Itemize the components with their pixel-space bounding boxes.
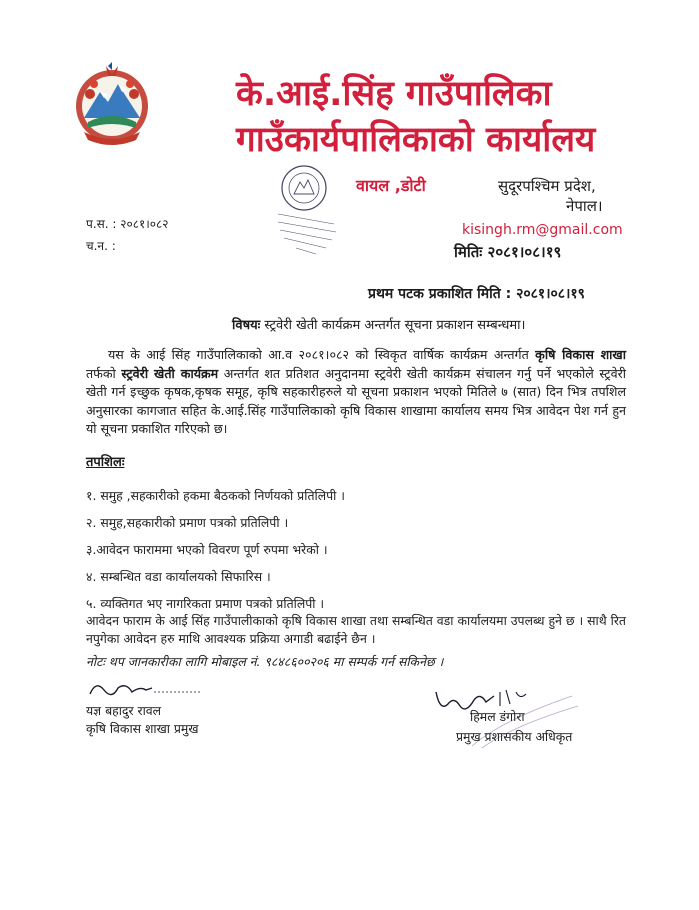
- body-bold-1: कृषि विकास शाखा: [535, 347, 626, 362]
- contact-note: नोटः थप जानकारीका लागि मोबाइल नं. ९८४८६००२०६ मा सम्पर्क गर्न सकिनेछ ।: [86, 654, 444, 669]
- list-item: ४. सम्बन्धित वडा कार्यालयको सिफारिस ।: [86, 569, 271, 584]
- office-seal-stamp: [270, 160, 356, 260]
- first-published-date: प्रथम पटक प्रकाशित मिति : २०८१।०८।१९: [368, 286, 585, 302]
- subject-label: विषयः: [232, 318, 261, 333]
- list-item: १. समुह ,सहकारीको हकमा बैठकको निर्णयको प्रतिलिपी ।: [86, 488, 345, 503]
- reference-number: प.स. : २०८१।०८२: [86, 217, 169, 231]
- email-text: kisingh.rm@gmail.com: [462, 222, 623, 238]
- country-text: नेपाल।: [566, 197, 603, 215]
- right-signatory-name: हिमल डंगोरा: [470, 709, 525, 724]
- province-text: सुदूरपश्चिम प्रदेश,: [498, 177, 596, 195]
- details-heading: तपशिलः: [86, 455, 125, 470]
- body-part-2: तर्फको: [86, 365, 122, 381]
- office-title: गाउँकार्यपालिकाको कार्यालय: [236, 120, 596, 160]
- nepal-emblem-logo: [74, 62, 150, 146]
- body-bold-2: स्ट्रवेरी खेती कार्यक्रम: [121, 365, 219, 381]
- location-text: वायल ,डोटी: [356, 176, 426, 195]
- closing-paragraph: आवेदन फाराम के आई सिंह गाउँपालीकाको कृषि विकास शाखा तथा सम्बन्धित वडा कार्यालयमा उपलब्ध हुने छ । साथै रित नपुगेका आवेदन हरु माथि आवश्यक प्रक्रिया अगाडी बढाईने छैन ।: [86, 613, 626, 646]
- dispatch-number: च.न. :: [86, 239, 116, 253]
- subject-line: [232, 315, 525, 333]
- right-signatory-title: प्रमुख प्रशासकीय अधिकृत: [456, 729, 573, 744]
- body-part-3: अन्तर्गत शत प्रतिशत अनुदानमा स्ट्रवेरी खेती कार्यक्रम संचालन गर्नु पर्ने भएकोले स्ट्रवेरी खेती गर्न इच्छुक कृषक,कृषक समूह, कृषि सहकारीहरुले यो सूचना प्रकाशन भएको मितिले ७ (सात) दिन भित्र तपशिल अनुसारका कागजात सहित के.आई.सिंह गाउँपालिकाको कृषि विकास शाखामा कार्यालय समय भित्र आवेदन पेश गर्न हुन यो सूचना प्रकाशित गरिएको छ।: [86, 365, 626, 436]
- subject-text: स्ट्रवेरी खेती कार्यक्रम अन्तर्गत सूचना प्रकाशन सम्बन्धमा।: [260, 318, 526, 333]
- left-signatory-title: कृषि विकास शाखा प्रमुख: [86, 721, 199, 736]
- list-item: २. समुह,सहकारीको प्रमाण पत्रको प्रतिलिपी ।: [86, 515, 289, 530]
- list-item: ५. व्यक्तिगत भए नागरिकता प्रमाण पत्रको प्रतिलिपी ।: [86, 596, 325, 611]
- left-signature: [82, 676, 202, 702]
- notice-body: [86, 346, 626, 439]
- letter-date: मितिः २०८१।०८।१९: [454, 243, 562, 261]
- list-item: ३.आवेदन फाराममा भएको विवरण पूर्ण रुपमा भरेको ।: [86, 542, 328, 557]
- municipality-title: के.आई.सिंह गाउँपालिका: [236, 74, 552, 114]
- body-part-1: यस के आई सिंह गाउँपालिकाको आ.व २०८१।०८२ को स्विकृत वार्षिक कार्यक्रम अन्तर्गत: [108, 347, 536, 362]
- left-signatory-name: यज्ञ बहादुर रावल: [86, 703, 162, 718]
